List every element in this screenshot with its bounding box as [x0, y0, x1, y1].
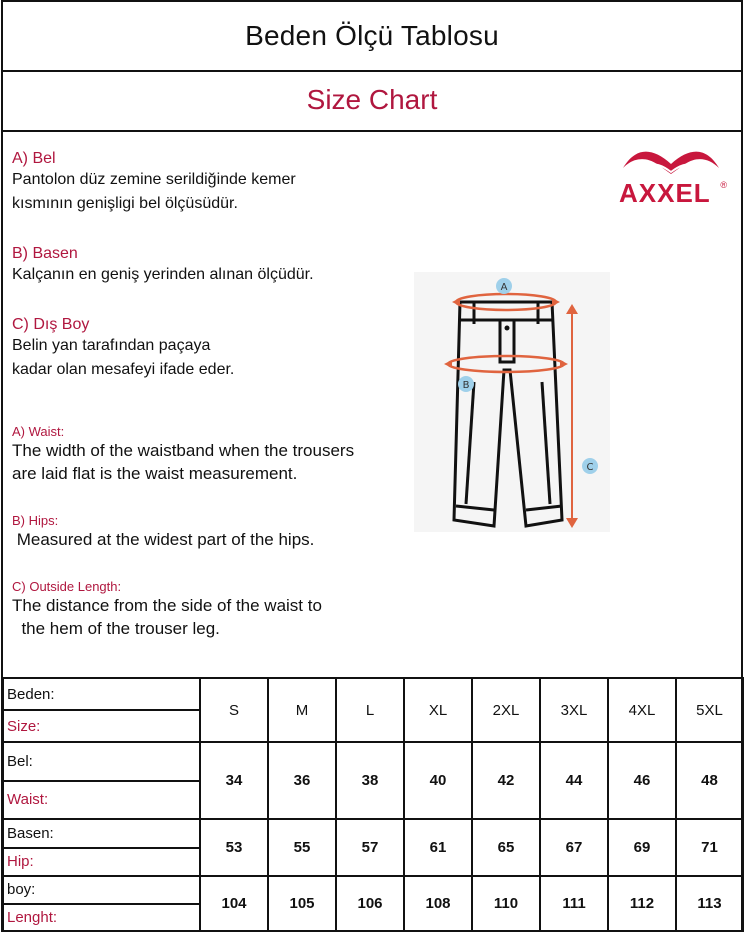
table-cell: 55	[268, 819, 336, 876]
header-label-tr: Beden:	[4, 679, 199, 711]
size-3xl: 3XL	[540, 678, 608, 742]
hip-label-cell	[3, 819, 200, 876]
table-cell: 42	[472, 742, 540, 819]
size-xl: XL	[404, 678, 472, 742]
table-cell: 40	[404, 742, 472, 819]
en-length-line-1: The distance from the side of the waist to	[12, 596, 322, 615]
page-title: Beden Ölçü Tablosu	[3, 2, 741, 72]
en-hips-heading: B) Hips:	[12, 513, 59, 528]
axxel-logo	[615, 144, 727, 210]
waist-label-cell	[3, 742, 200, 819]
tr-length-line-1: Belin yan tarafından paçaya	[12, 337, 211, 354]
table-row-waist	[3, 742, 743, 819]
en-waist-line-2: are laid flat is the waist measurement.	[12, 464, 298, 483]
table-cell: 112	[608, 876, 676, 931]
en-length-heading: C) Outside Length:	[12, 579, 122, 594]
header-label-en: Size:	[7, 717, 41, 735]
tr-waist-block	[12, 150, 296, 216]
table-row-length	[3, 876, 743, 931]
hip-label-tr: Basen:	[4, 820, 199, 849]
length-label-cell	[3, 876, 200, 931]
tr-waist-line-1: Pantolon düz zemine serildiğinde kemer	[12, 171, 296, 188]
en-waist-heading: A) Waist:	[12, 424, 65, 439]
en-length-block	[12, 579, 322, 640]
table-cell: 108	[404, 876, 472, 931]
en-length-line-2: the hem of the trouser leg.	[12, 619, 220, 638]
tr-waist-line-2: kısmının genişligi bel ölçüsüdür.	[12, 195, 238, 212]
table-cell: 48	[676, 742, 743, 819]
marker-b: B	[462, 380, 470, 391]
waist-label-en: Waist:	[7, 791, 49, 809]
hip-label-en: Hip:	[7, 853, 34, 871]
size-5xl: 5XL	[676, 678, 743, 742]
table-cell: 53	[200, 819, 268, 876]
size-m: M	[268, 678, 336, 742]
registered-icon: ®	[720, 180, 727, 190]
table-cell: 65	[472, 819, 540, 876]
table-cell: 38	[336, 742, 404, 819]
tr-hips-block	[12, 245, 314, 287]
table-cell: 44	[540, 742, 608, 819]
length-label-en: Lenght:	[7, 908, 58, 926]
marker-a: A	[500, 282, 508, 293]
table-cell: 67	[540, 819, 608, 876]
table-cell: 57	[336, 819, 404, 876]
table-cell: 110	[472, 876, 540, 931]
table-cell: 105	[268, 876, 336, 931]
en-waist-line-1: The width of the waistband when the trousers	[12, 441, 355, 460]
tr-length-heading: C) Dış Boy	[12, 316, 90, 333]
tr-length-block	[12, 316, 234, 382]
tr-length-line-2: kadar olan mesafeyi ifade eder.	[12, 361, 235, 378]
table-cell: 111	[540, 876, 608, 931]
size-4xl: 4XL	[608, 678, 676, 742]
table-header-row	[3, 678, 743, 742]
tr-hips-heading: B) Basen	[12, 245, 78, 262]
table-cell: 71	[676, 819, 743, 876]
en-hips-line-1: Measured at the widest part of the hips.	[12, 530, 315, 549]
trousers-diagram	[414, 272, 610, 532]
table-cell: 36	[268, 742, 336, 819]
size-l: L	[336, 678, 404, 742]
marker-c: C	[586, 462, 594, 473]
en-waist-block	[12, 424, 354, 485]
table-cell: 34	[200, 742, 268, 819]
page-subtitle: Size Chart	[3, 70, 741, 132]
brand-wordmark: AXXEL	[619, 178, 711, 208]
waist-label-tr: Bel:	[4, 743, 199, 782]
size-table	[2, 677, 744, 932]
header-label-cell	[3, 678, 200, 742]
table-cell: 69	[608, 819, 676, 876]
table-row-hip	[3, 819, 743, 876]
table-cell: 113	[676, 876, 743, 931]
tr-hips-line-1: Kalçanın en geniş yerinden alınan ölçüdür.	[12, 266, 314, 283]
table-cell: 106	[336, 876, 404, 931]
table-cell: 46	[608, 742, 676, 819]
length-label-tr: boy:	[4, 877, 199, 905]
table-cell: 104	[200, 876, 268, 931]
size-2xl: 2XL	[472, 678, 540, 742]
en-hips-block	[12, 513, 314, 551]
table-cell: 61	[404, 819, 472, 876]
tr-waist-heading: A) Bel	[12, 150, 56, 167]
size-s: S	[200, 678, 268, 742]
